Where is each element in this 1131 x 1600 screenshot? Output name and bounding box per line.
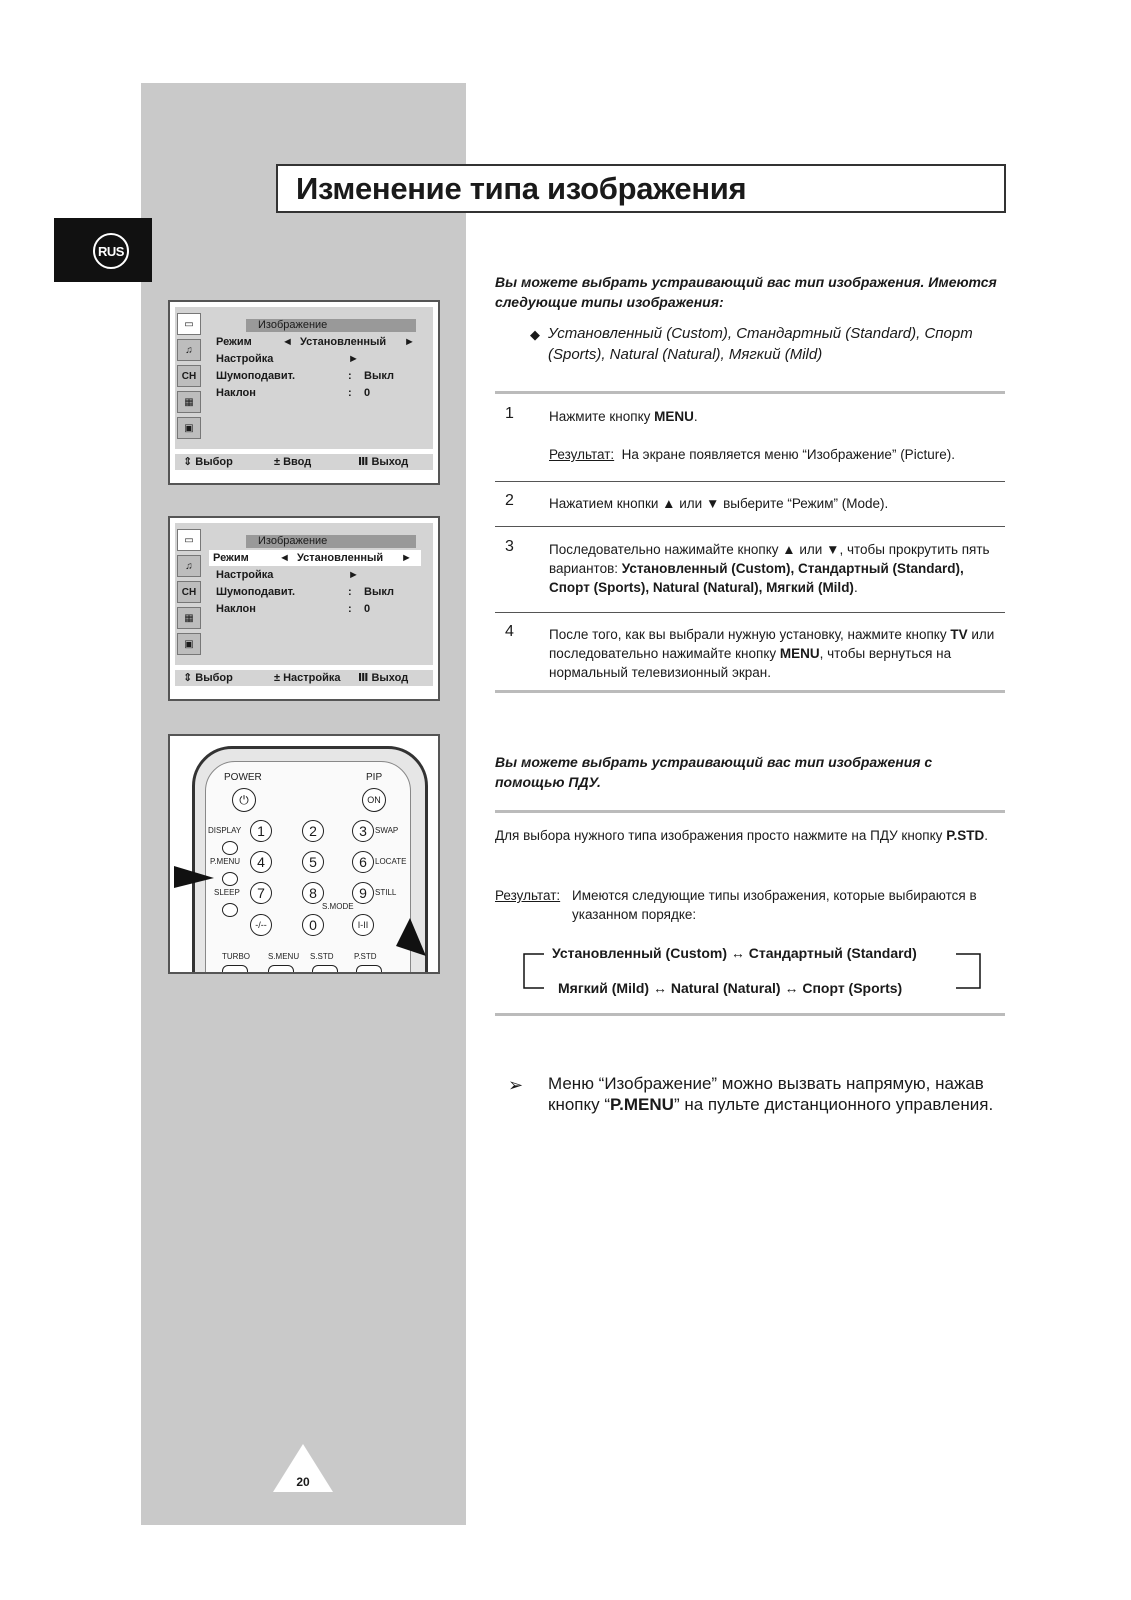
mode-cycle-top: Установленный (Custom) ↔ Стандартный (Standard): [552, 945, 917, 961]
step-text: .: [693, 409, 698, 424]
pmenu-key: P.MENU: [610, 1095, 674, 1114]
result-text: На экране появляется меню “Изображение” (Picture).: [621, 447, 955, 462]
section-divider: [495, 810, 1005, 813]
remote-control-illustration: [168, 734, 440, 974]
osd-row-value: 0: [364, 603, 371, 615]
osd-panel: [175, 523, 433, 665]
diamond-bullet-icon: ◆: [530, 327, 540, 342]
note-text: [548, 1073, 1008, 1115]
remote-turbo-label: TURBO: [222, 952, 250, 961]
remote-swap-label: SWAP: [375, 826, 399, 835]
pmenu-pointer-arrow: [174, 866, 214, 888]
picture-types-list: Установленный (Custom), Стандартный (Standard), Спорт (Sports), Natural (Natural), Мягкий (Mild): [548, 325, 973, 363]
remote-digit-0: 0: [302, 914, 324, 936]
step-4-text: [549, 625, 1001, 682]
osd-row-tuning: [212, 351, 422, 367]
osd-row-tilt: [212, 385, 422, 401]
step-number: 4: [505, 623, 514, 640]
note-arrow-icon: ➢: [508, 1075, 524, 1095]
language-tab: [54, 218, 152, 282]
osd-row-colon: :: [348, 370, 352, 382]
osd-row-label: Режим: [213, 552, 249, 564]
step-divider: [495, 526, 1005, 527]
step-text: .: [853, 580, 858, 595]
osd-row-noise: [212, 584, 422, 600]
result-text: Имеются следующие типы изображения, которые выбираются в указанном порядке:: [572, 888, 977, 922]
note-body: Меню “Изображение” можно вызвать напрямую, нажав кнопку “: [548, 1074, 984, 1114]
osd-footer-enter: ± Ввод: [274, 456, 312, 468]
right-arrow-icon: ►: [348, 569, 359, 581]
section-divider: [495, 391, 1005, 394]
picture-icon: ▭: [177, 529, 201, 551]
step-number: 3: [505, 538, 514, 555]
result-label: Результат:: [495, 888, 561, 903]
remote-section-body: [495, 826, 1000, 845]
remote-smode-label: S.MODE: [322, 902, 354, 911]
input-icon: ▣: [177, 417, 201, 439]
picture-icon: ▭: [177, 313, 201, 335]
remote-pmenu-label: P.MENU: [210, 857, 241, 866]
osd-row-value: Выкл: [364, 586, 394, 598]
osd-row-label: Настройка: [216, 569, 274, 581]
channel-icon: CH: [177, 581, 201, 603]
note-body: ” на пульте дистанционного управления.: [673, 1095, 994, 1114]
left-arrow-icon: ◄: [279, 552, 290, 564]
remote-digit-4: 4: [250, 851, 272, 873]
osd-footer: [175, 670, 433, 686]
menu-key: MENU: [779, 646, 820, 661]
osd-footer-exit: Ⅲ Выход: [358, 672, 409, 684]
osd-icon-column: [177, 313, 203, 443]
step-3-text: [549, 540, 1001, 597]
body-text: .: [984, 828, 988, 843]
sound-icon: ♫: [177, 555, 201, 577]
remote-digit-9: 9: [352, 882, 374, 904]
osd-row-value: Выкл: [364, 370, 394, 382]
page-number: 20: [296, 1475, 310, 1489]
osd-row-label: Шумоподавит.: [216, 586, 296, 598]
setup-icon: ▦: [177, 391, 201, 413]
osd-footer: [175, 454, 433, 470]
osd-row-colon: :: [348, 586, 352, 598]
osd-row-value: Установленный: [300, 336, 387, 348]
remote-pstd-label: P.STD: [354, 952, 377, 961]
osd-row-label: Наклон: [216, 603, 256, 615]
osd-row-label: Настройка: [216, 353, 274, 365]
right-arrow-icon: ►: [404, 336, 415, 348]
osd-title: Изображение: [246, 319, 416, 332]
pointer-arrows: [170, 736, 440, 974]
step-divider: [495, 481, 1005, 482]
section-divider: [495, 1013, 1005, 1016]
osd-row-colon: :: [348, 603, 352, 615]
remote-dash-button: -/--: [250, 914, 272, 936]
input-icon: ▣: [177, 633, 201, 655]
remote-still-label: STILL: [375, 888, 397, 897]
osd-menu-picture-2: [168, 516, 440, 701]
step-number: 1: [505, 405, 514, 422]
osd-row-colon: :: [348, 387, 352, 399]
osd-panel: [175, 307, 433, 449]
remote-display-label: DISPLAY: [208, 826, 242, 835]
osd-menu-picture-1: [168, 300, 440, 485]
pstd-key: P.STD: [946, 828, 985, 843]
sound-icon: ♫: [177, 339, 201, 361]
remote-digit-8: 8: [302, 882, 324, 904]
intro-text: Вы можете выбрать устраивающий вас тип изображения. Имеются следующие типы изображения:: [495, 274, 997, 310]
menu-key: MENU: [654, 409, 694, 424]
osd-row-label: Наклон: [216, 387, 256, 399]
remote-power-label: POWER: [224, 772, 262, 783]
pstd-pointer-arrow: [396, 918, 426, 956]
remote-smenu-label: S.MENU: [268, 952, 300, 961]
osd-row-label: Режим: [216, 336, 252, 348]
step-text: , чтобы вернуться на нормальный телевизионный экран.: [549, 646, 952, 680]
step-1-result: [549, 445, 999, 464]
step-text: или последовательно нажимайте кнопку: [549, 627, 995, 661]
osd-row-label: Шумоподавит.: [216, 370, 296, 382]
remote-digit-1: 1: [250, 820, 272, 842]
result-label: Результат:: [549, 447, 615, 462]
osd-footer-select: ⇕ Выбор: [183, 456, 233, 468]
osd-title: Изображение: [246, 535, 416, 548]
picture-types-bullet: [530, 323, 1008, 365]
step-text: Нажмите кнопку: [549, 409, 655, 424]
osd-row-mode: [212, 334, 422, 350]
step-text: Последовательно нажимайте кнопку ▲ или ▼, чтобы прокрутить пять вариантов:: [549, 542, 990, 576]
tv-key: TV: [950, 627, 968, 642]
remote-section-heading: Вы можете выбрать устраивающий вас тип изображения с помощью ПДУ.: [495, 754, 933, 790]
osd-row-noise: [212, 368, 422, 384]
remote-locate-label: LOCATE: [375, 857, 407, 866]
remote-dual-button: I-II: [352, 914, 374, 936]
remote-digit-5: 5: [302, 851, 324, 873]
osd-row-value: 0: [364, 387, 371, 399]
setup-icon: ▦: [177, 607, 201, 629]
page-title: Изменение типа изображения: [296, 171, 747, 206]
step-2-text: Нажатием кнопки ▲ или ▼ выберите “Режим” (Mode).: [549, 496, 889, 511]
cycle-left-bracket: [524, 954, 544, 988]
remote-pip-label: PIP: [366, 772, 383, 783]
osd-icon-column: [177, 529, 203, 659]
osd-row-value: Установленный: [297, 552, 384, 564]
remote-sleep-label: SLEEP: [214, 888, 240, 897]
osd-row-mode: [209, 550, 421, 566]
language-badge: RUS: [93, 233, 129, 269]
step-text: После того, как вы выбрали нужную установку, нажмите кнопку: [549, 627, 951, 642]
osd-row-tuning: [212, 567, 422, 583]
section-divider: [495, 690, 1005, 693]
osd-footer-adjust: ± Настройка: [274, 672, 341, 684]
step-1-text: [549, 407, 999, 426]
osd-footer-select: ⇕ Выбор: [183, 672, 233, 684]
left-arrow-icon: ◄: [282, 336, 293, 348]
channel-icon: CH: [177, 365, 201, 387]
remote-on-button: ON: [362, 788, 386, 812]
step-divider: [495, 612, 1005, 613]
step-number: 2: [505, 492, 514, 509]
osd-row-tilt: [212, 601, 422, 617]
osd-footer-exit: Ⅲ Выход: [358, 456, 409, 468]
body-text: Для выбора нужного типа изображения просто нажмите на ПДУ кнопку: [495, 828, 943, 843]
power-button-icon: ⏻: [232, 788, 256, 812]
right-arrow-icon: ►: [348, 353, 359, 365]
mode-cycle-bottom: Мягкий (Mild) ↔ Natural (Natural) ↔ Спорт (Sports): [558, 980, 903, 996]
page-title-box: [276, 164, 1006, 213]
remote-digit-6: 6: [352, 851, 374, 873]
step-modes: Установленный (Custom), Стандартный (Standard), Спорт (Sports), Natural (Natural), Мягкий (Mild): [549, 561, 964, 595]
remote-digit-2: 2: [302, 820, 324, 842]
right-arrow-icon: ►: [401, 552, 412, 564]
remote-digit-3: 3: [352, 820, 374, 842]
remote-sstd-label: S.STD: [310, 952, 334, 961]
remote-digit-7: 7: [250, 882, 272, 904]
